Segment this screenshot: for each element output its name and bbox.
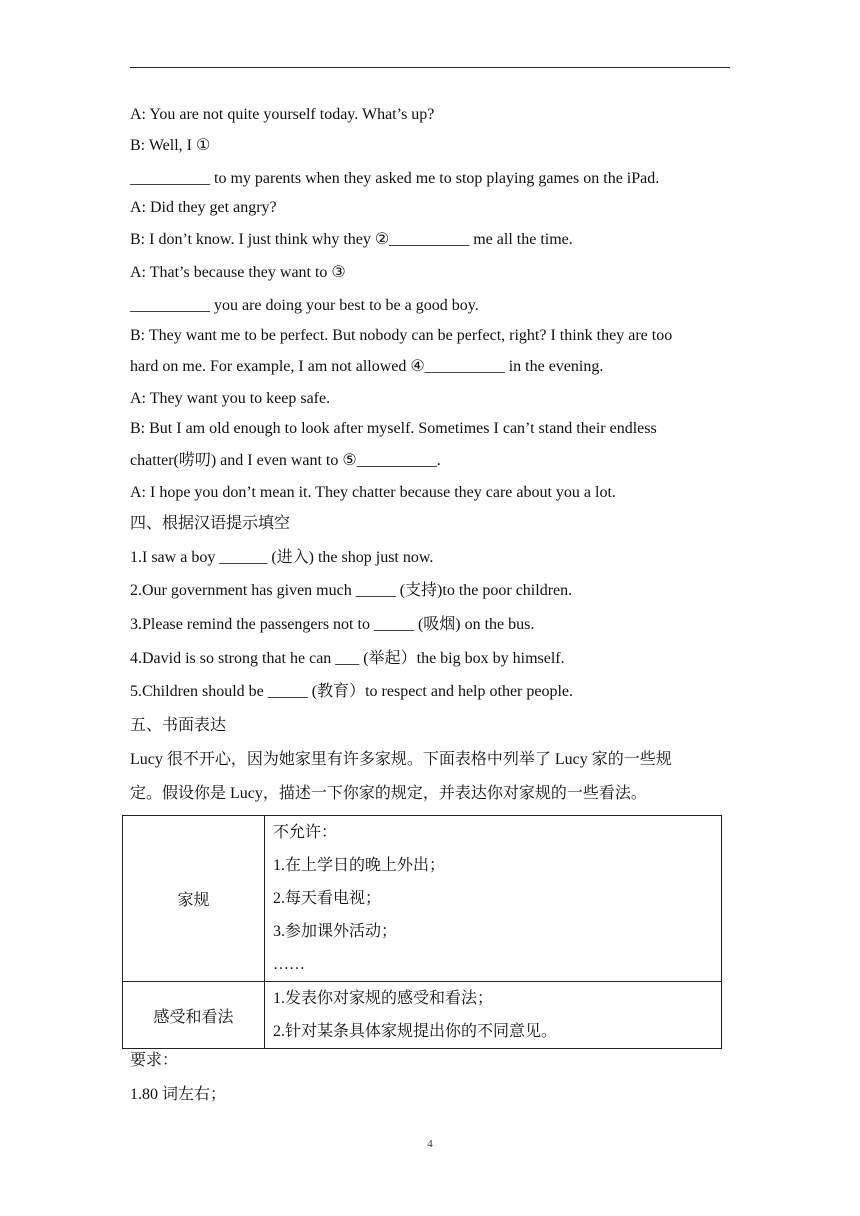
dialogue-line: __________ to my parents when they asked me to stop playing games on the iPad. bbox=[130, 170, 660, 187]
dialogue-line: chatter(唠叨) and I even want to ⑤__________. bbox=[130, 452, 441, 469]
exercise-item: 2.Our government has given much _____ (支持)to the poor children. bbox=[130, 582, 573, 599]
page-number: 4 bbox=[427, 1138, 433, 1150]
requirements-label: 要求： bbox=[130, 1052, 179, 1069]
exercise-item: 1.I saw a boy ______ (进入) the shop just now. bbox=[130, 549, 434, 566]
table-body-cell bbox=[265, 816, 722, 982]
section-heading: 五、书面表达 bbox=[130, 717, 227, 734]
intro-line: Lucy 很不开心，因为她家里有许多家规。下面表格中列举了 Lucy 家的一些规 bbox=[130, 751, 672, 768]
exercise-item: 4.David is so strong that he can ___ (举起）the big box by himself. bbox=[130, 650, 565, 667]
dialogue-line: A: They want you to keep safe. bbox=[130, 390, 331, 407]
header-rule bbox=[130, 67, 730, 68]
dialogue-line: B: But I am old enough to look after myself. Sometimes I can’t stand their endless bbox=[130, 420, 657, 437]
dialogue-line: B: They want me to be perfect. But nobody can be perfect, right? I think they are too bbox=[130, 327, 673, 344]
dialogue-line: hard on me. For example, I am not allowed ④__________ in the evening. bbox=[130, 358, 604, 375]
exercise-item: 5.Children should be _____ (教育）to respect and help other people. bbox=[130, 683, 574, 700]
table-body-cell bbox=[265, 982, 722, 1049]
intro-line: 定。假设你是 Lucy，描述一下你家的规定，并表达你对家规的一些看法。 bbox=[130, 785, 647, 802]
cell-line: …… bbox=[273, 955, 305, 973]
table-head-cell bbox=[123, 816, 265, 982]
house-rules-table bbox=[122, 815, 722, 1049]
dialogue-line: B: Well, I ① bbox=[130, 137, 211, 154]
row-heading: 家规 bbox=[177, 892, 210, 909]
cell-line: 1.在上学日的晚上外出； bbox=[273, 856, 446, 874]
dialogue-line: __________ you are doing your best to be a good boy. bbox=[130, 297, 479, 314]
cell-line: 2.每天看电视； bbox=[273, 889, 382, 907]
cell-line: 3.参加课外活动； bbox=[273, 922, 398, 940]
cell-line: 不允许： bbox=[273, 823, 338, 841]
requirement-item: 1.80 词左右； bbox=[130, 1086, 227, 1103]
exercise-item: 3.Please remind the passengers not to _____ (吸烟) on the bus. bbox=[130, 616, 535, 633]
dialogue-line: A: That’s because they want to ③ bbox=[130, 264, 346, 281]
table-head-cell bbox=[123, 982, 265, 1049]
cell-line: 2.针对某条具体家规提出你的不同意见。 bbox=[273, 1022, 558, 1040]
dialogue-line: A: You are not quite yourself today. What’s up? bbox=[130, 106, 435, 123]
section-heading: 四、根据汉语提示填空 bbox=[130, 515, 291, 532]
cell-line: 1.发表你对家规的感受和看法； bbox=[273, 989, 494, 1007]
table-row bbox=[123, 982, 722, 1049]
dialogue-line: A: Did they get angry? bbox=[130, 199, 277, 216]
row-heading: 感受和看法 bbox=[153, 1008, 234, 1026]
dialogue-line: B: I don’t know. I just think why they ②__________ me all the time. bbox=[130, 231, 573, 248]
table-row bbox=[123, 816, 722, 982]
dialogue-line: A: I hope you don’t mean it. They chatter because they care about you a lot. bbox=[130, 484, 616, 501]
